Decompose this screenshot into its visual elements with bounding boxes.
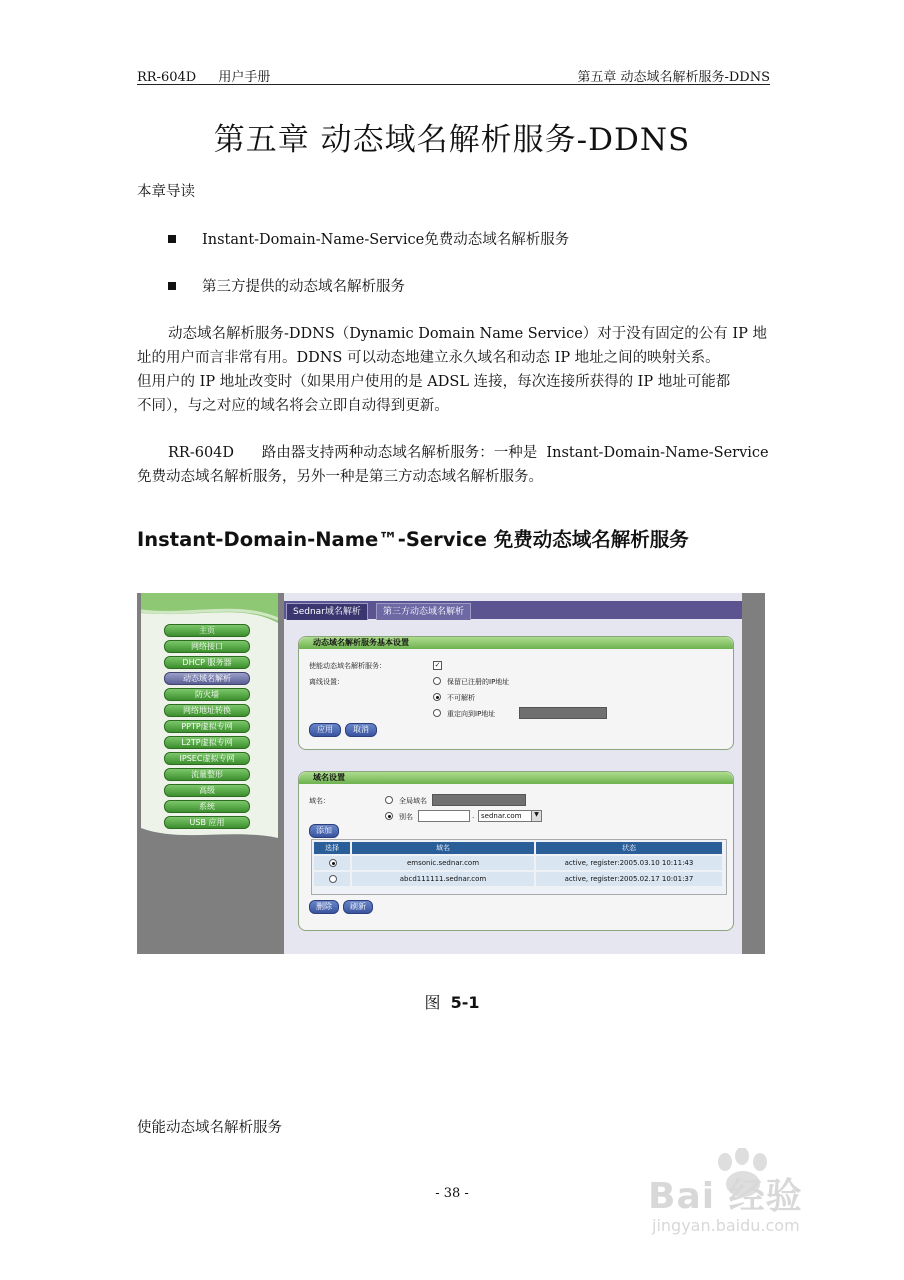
domain-table [311,839,727,895]
menu-item-nat[interactable]: 网络地址转换 [164,704,250,717]
domain-settings-title: 域名设置 [299,772,733,784]
alias-radio[interactable] [385,812,393,820]
basic-settings-title: 动态域名解析服务基本设置 [299,637,733,649]
tab-sednar-ddns[interactable]: Sednar域名解析 [286,603,368,620]
offline-keep-ip-radio[interactable] [433,677,441,685]
chevron-down-icon: ▼ [531,811,541,821]
sidebar-top-wave [141,593,278,623]
menu-item-traffic[interactable]: 流量整形 [164,768,250,781]
offline-redirect-label: 重定向到IP地址 [447,710,496,718]
bullet-item: 第三方提供的动态域名解析服务 [168,275,405,299]
table-row-select-cell [314,872,350,886]
refresh-button[interactable]: 刷新 [343,900,373,914]
row-select-radio[interactable] [329,875,337,883]
global-domain-input[interactable] [432,794,526,806]
alias-label: 别名 [399,813,413,821]
header-left [137,66,270,85]
paragraph: RR-604D 路由器支持两种动态域名解析服务：一种是 Instant-Domain-Name-Service 免费动态域名解析服务，另外一种是第三方动态域名解析服务。 [137,445,769,485]
menu-item-home[interactable]: 主页 [164,624,250,637]
column-header-select: 选择 [314,842,350,854]
domain-suffix-select[interactable] [478,810,542,822]
intro-label: 本章导读 [137,184,195,200]
header-manual-title: 用户手册 [218,70,271,85]
header-chapter: 第五章 动态域名解析服务-DDNS [577,70,770,85]
domain-label: 域名： [309,797,330,805]
menu-item-dhcp[interactable]: DHCP 服务器 [164,656,250,669]
column-header-status: 状态 [536,842,722,854]
offline-redirect-radio[interactable] [433,709,441,717]
offline-label: 离线设置： [309,678,344,686]
apply-button[interactable]: 应用 [309,723,341,737]
offline-keep-ip-label: 保留已注册的IP地址 [447,678,510,686]
enable-checkbox[interactable]: ✓ [434,661,441,669]
bullet-square-icon [168,235,176,243]
menu-item-pptp[interactable]: PPTP虚拟专网 [164,720,250,733]
column-header-domain: 域名 [352,842,534,854]
table-row-status: active, register:2005.02.17 10:01:37 [536,872,722,886]
menu-item-ipsec[interactable]: IPSEC虚拟专网 [164,752,250,765]
figure-caption [0,990,904,1013]
table-row-domain: emsonic.sednar.com [352,856,534,870]
alias-separator: . [472,812,475,820]
cancel-button[interactable]: 取消 [345,723,377,737]
bullet-item: Instant-Domain-Name-Service免费动态域名解析服务 [168,228,569,252]
caption-number: 5-1 [450,993,480,1012]
delete-button[interactable]: 删除 [309,900,339,914]
offline-unresolvable-label: 不可解析 [447,694,475,702]
domain-settings-box [298,771,734,931]
table-row-domain: abcd111111.sednar.com [352,872,534,886]
header-rule [137,84,770,85]
row-select-radio[interactable] [329,859,337,867]
menu-item-firewall[interactable]: 防火墙 [164,688,250,701]
watermark-brand: Bai 经验 [648,1176,803,1217]
menu-item-advanced[interactable]: 高级 [164,784,250,797]
global-domain-label: 全局域名 [399,797,427,805]
add-button[interactable]: 添加 [309,824,339,838]
header-model: RR-604D [137,70,197,85]
table-row-status: active, register:2005.03.10 10:11:43 [536,856,722,870]
chapter-title: 第五章 动态域名解析服务-DDNS [213,122,691,158]
router-ui-screenshot [137,593,765,954]
menu-item-network[interactable]: 网络接口 [164,640,250,653]
bullet-square-icon [168,282,176,290]
closing-text: 使能动态域名解析服务 [137,1120,282,1136]
menu-item-ddns[interactable]: 动态域名解析 [164,672,250,685]
caption-prefix: 图 [424,993,441,1012]
redirect-ip-input[interactable] [519,707,607,719]
menu-item-system[interactable]: 系统 [164,800,250,813]
tab-bar [284,601,742,619]
page-number: - 38 - [435,1186,469,1201]
tab-third-party-ddns[interactable]: 第三方动态域名解析 [376,603,471,620]
table-row-select-cell [314,856,350,870]
basic-settings-box [298,636,734,750]
menu-item-usb[interactable]: USB 应用 [164,816,250,829]
domain-suffix-value: sednar.com [481,812,522,820]
main-panel [284,593,742,954]
paragraph: 动态域名解析服务-DDNS（Dynamic Domain Name Service）对于没有固定的公有 IP 地 址的用户而言非常有用。DDNS 可以动态地建立永久域名和动态 IP 地址之间的映射关系。 但用户的 IP 地址改变时（如果用户使用的是 ADSL 连接，每次连接所获得的 IP 地址可能都 不同），与之对应的域名将会立即自动得到更新。 [137,326,767,414]
sidebar [137,593,283,954]
section-heading: Instant-Domain-Name™-Service 免费动态域名解析服务 [137,528,689,551]
global-domain-radio[interactable] [385,796,393,804]
sidebar-bottom-wave [141,828,278,868]
alias-input[interactable] [418,810,470,822]
offline-unresolvable-radio[interactable] [433,693,441,701]
enable-label: 使能动态域名解析服务： [309,662,386,670]
watermark-url: jingyan.baidu.com [652,1216,800,1235]
menu-item-l2tp[interactable]: L2TP虚拟专网 [164,736,250,749]
